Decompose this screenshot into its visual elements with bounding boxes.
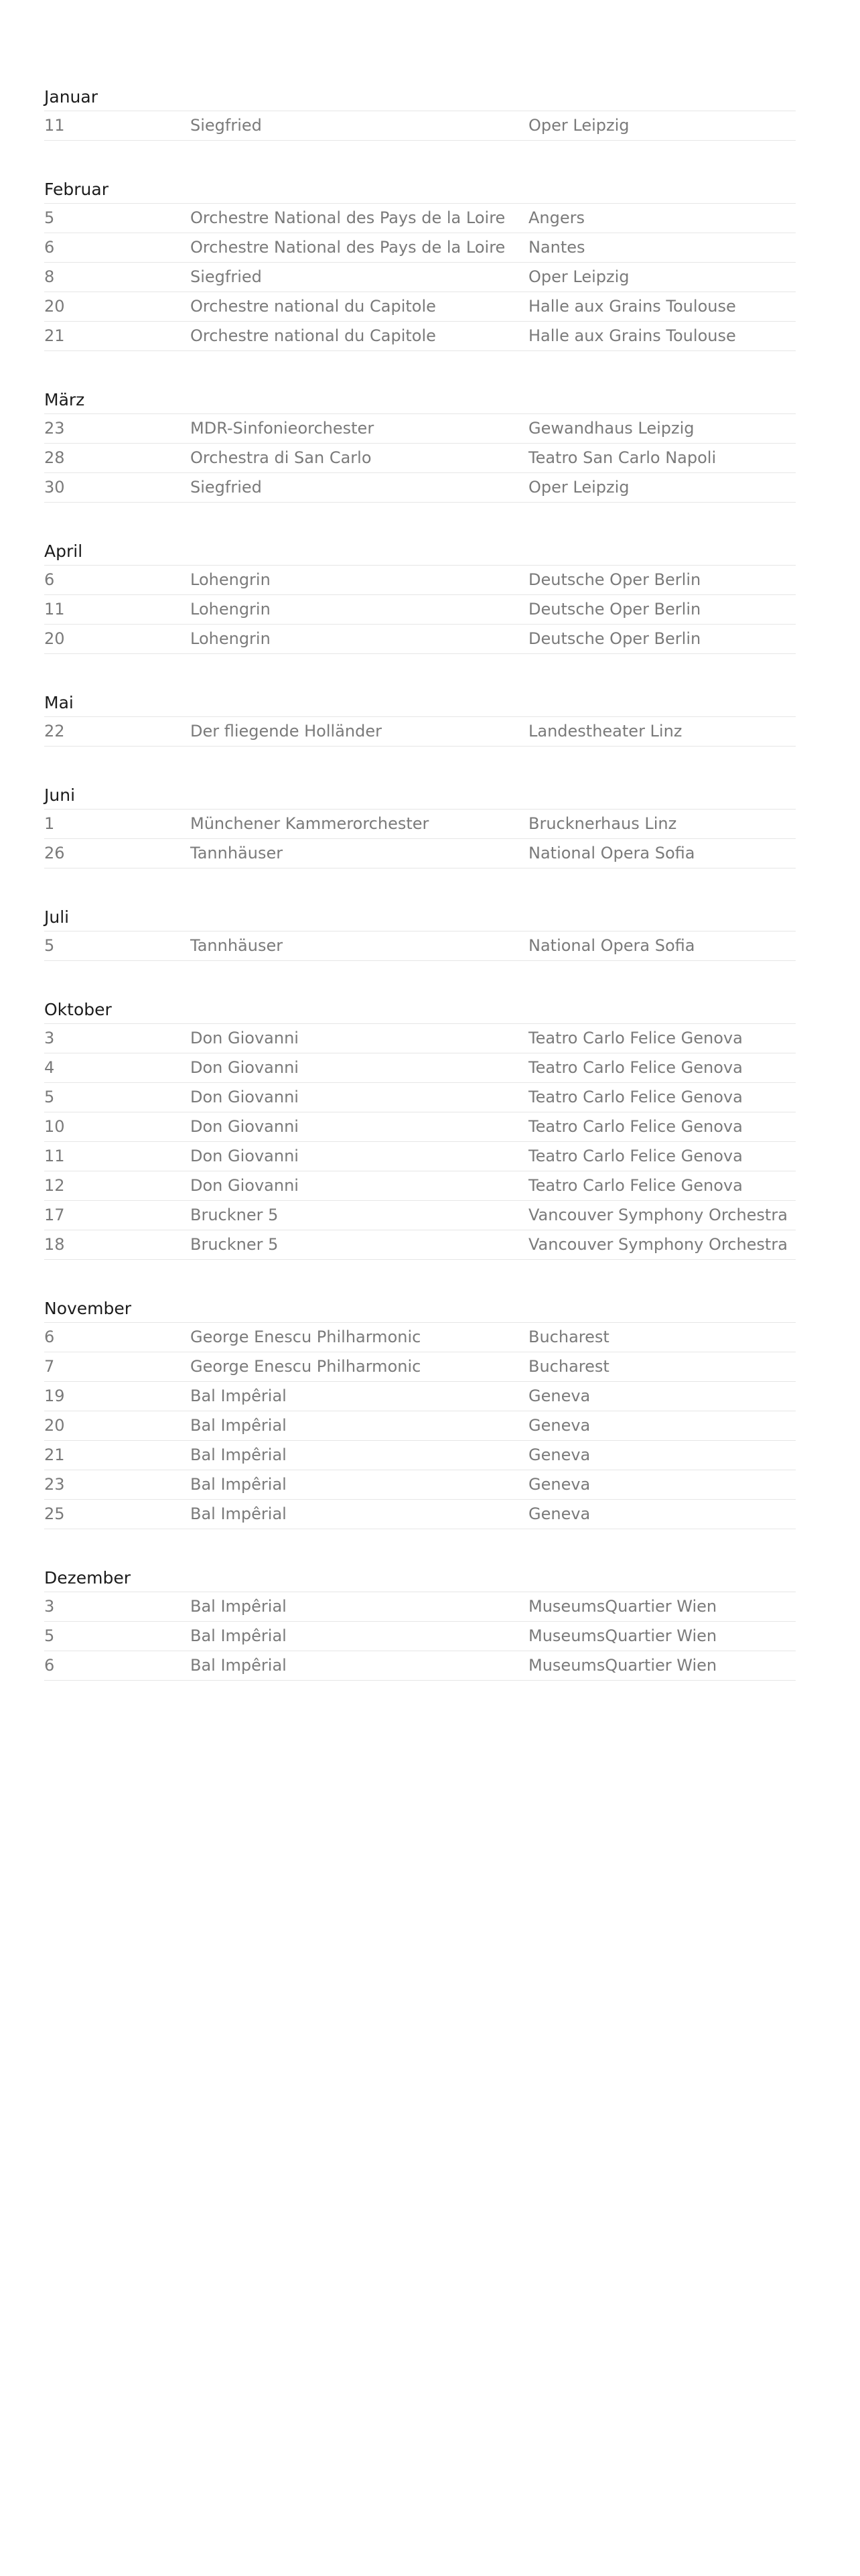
event-day: 12 <box>44 1176 65 1195</box>
event-day: 23 <box>44 419 65 438</box>
event-work: Lohengrin <box>190 600 271 619</box>
event-list <box>44 111 796 141</box>
event-place: MuseumsQuartier Wien <box>528 1597 717 1616</box>
event-list <box>44 413 796 503</box>
event-day: 20 <box>44 629 65 648</box>
event-row <box>44 595 796 625</box>
event-place: Vancouver Symphony Orchestra <box>528 1206 788 1224</box>
event-day: 6 <box>44 1328 55 1346</box>
month-section <box>44 784 796 868</box>
event-row <box>44 810 796 839</box>
event-work: Bal Impêrial <box>190 1504 287 1523</box>
event-row <box>44 1171 796 1201</box>
event-place: Oper Leipzig <box>528 116 630 135</box>
event-place: Nantes <box>528 238 585 257</box>
event-work: Bruckner 5 <box>190 1206 279 1224</box>
event-work: Bal Impêrial <box>190 1445 287 1464</box>
event-work: George Enescu Philharmonic <box>190 1357 421 1376</box>
event-place: Geneva <box>528 1475 591 1494</box>
event-row <box>44 204 796 233</box>
event-work: Don Giovanni <box>190 1176 299 1195</box>
event-day: 23 <box>44 1475 65 1494</box>
event-work: Bal Impêrial <box>190 1416 287 1435</box>
month-section <box>44 540 796 654</box>
event-row <box>44 233 796 263</box>
event-day: 11 <box>44 1147 65 1165</box>
month-section <box>44 86 796 141</box>
event-row <box>44 1083 796 1112</box>
event-day: 10 <box>44 1117 65 1136</box>
event-work: George Enescu Philharmonic <box>190 1328 421 1346</box>
event-day: 17 <box>44 1206 65 1224</box>
event-list <box>44 565 796 654</box>
event-place: Teatro Carlo Felice Genova <box>528 1029 743 1047</box>
event-day: 30 <box>44 478 65 497</box>
event-work: Orchestre national du Capitole <box>190 297 436 316</box>
event-row <box>44 1352 796 1382</box>
event-place: Vancouver Symphony Orchestra <box>528 1235 788 1254</box>
event-work: Don Giovanni <box>190 1117 299 1136</box>
event-day: 11 <box>44 116 65 135</box>
event-place: Angers <box>528 208 585 227</box>
event-day: 6 <box>44 238 55 257</box>
event-row <box>44 1622 796 1651</box>
event-row <box>44 1441 796 1470</box>
event-day: 28 <box>44 448 65 467</box>
event-work: Lohengrin <box>190 629 271 648</box>
event-work: Bal Impêrial <box>190 1626 287 1645</box>
event-row <box>44 566 796 595</box>
month-title: Oktober <box>44 1000 112 1019</box>
event-place: MuseumsQuartier Wien <box>528 1626 717 1645</box>
event-day: 26 <box>44 844 65 862</box>
event-place: Oper Leipzig <box>528 267 630 286</box>
event-work: Don Giovanni <box>190 1088 299 1106</box>
event-day: 19 <box>44 1387 65 1405</box>
event-day: 22 <box>44 722 65 740</box>
event-row <box>44 1024 796 1053</box>
event-work: Orchestre National des Pays de la Loire <box>190 238 506 257</box>
month-title: Juni <box>44 785 76 805</box>
event-work: Bal Impêrial <box>190 1387 287 1405</box>
event-work: Tannhäuser <box>190 936 283 955</box>
event-place: Geneva <box>528 1504 591 1523</box>
event-row <box>44 473 796 503</box>
event-row <box>44 444 796 473</box>
event-work: Orchestre national du Capitole <box>190 326 436 345</box>
month-section <box>44 999 796 1260</box>
event-work: Münchener Kammerorchester <box>190 814 429 833</box>
event-row <box>44 839 796 868</box>
event-place: Teatro Carlo Felice Genova <box>528 1058 743 1077</box>
event-row <box>44 1053 796 1083</box>
event-day: 5 <box>44 936 55 955</box>
event-day: 6 <box>44 1656 55 1675</box>
schedule-list <box>44 86 796 1718</box>
event-work: MDR-Sinfonieorchester <box>190 419 374 438</box>
event-row <box>44 263 796 292</box>
month-title: Juli <box>44 907 70 927</box>
event-list <box>44 1023 796 1260</box>
month-section <box>44 1567 796 1681</box>
event-day: 1 <box>44 814 55 833</box>
event-row <box>44 111 796 141</box>
event-work: Orchestra di San Carlo <box>190 448 372 467</box>
event-day: 25 <box>44 1504 65 1523</box>
event-row <box>44 1230 796 1260</box>
event-work: Don Giovanni <box>190 1029 299 1047</box>
event-place: Geneva <box>528 1416 591 1435</box>
event-day: 5 <box>44 1626 55 1645</box>
event-list <box>44 203 796 351</box>
event-day: 3 <box>44 1597 55 1616</box>
event-place: Teatro Carlo Felice Genova <box>528 1088 743 1106</box>
month-section <box>44 389 796 503</box>
event-place: Teatro Carlo Felice Genova <box>528 1176 743 1195</box>
event-place: Halle aux Grains Toulouse <box>528 326 736 345</box>
event-place: Geneva <box>528 1445 591 1464</box>
event-day: 4 <box>44 1058 55 1077</box>
event-row <box>44 717 796 747</box>
event-row <box>44 1500 796 1529</box>
event-work: Orchestre National des Pays de la Loire <box>190 208 506 227</box>
month-section <box>44 692 796 747</box>
event-day: 6 <box>44 570 55 589</box>
event-place: Deutsche Oper Berlin <box>528 600 701 619</box>
event-row <box>44 931 796 961</box>
event-place: Gewandhaus Leipzig <box>528 419 695 438</box>
event-place: Oper Leipzig <box>528 478 630 497</box>
event-row <box>44 292 796 322</box>
event-place: Teatro Carlo Felice Genova <box>528 1147 743 1165</box>
month-title: Januar <box>44 87 98 107</box>
event-day: 18 <box>44 1235 65 1254</box>
event-place: Teatro Carlo Felice Genova <box>528 1117 743 1136</box>
month-title: April <box>44 541 83 561</box>
event-row <box>44 1592 796 1622</box>
event-place: Teatro San Carlo Napoli <box>528 448 717 467</box>
month-section <box>44 178 796 351</box>
month-section <box>44 906 796 961</box>
event-day: 21 <box>44 326 65 345</box>
event-work: Siegfried <box>190 267 262 286</box>
event-row <box>44 414 796 444</box>
event-work: Bal Impêrial <box>190 1597 287 1616</box>
month-title: Februar <box>44 180 109 199</box>
month-title: Dezember <box>44 1568 131 1588</box>
event-place: Geneva <box>528 1387 591 1405</box>
event-work: Siegfried <box>190 478 262 497</box>
event-row <box>44 322 796 351</box>
event-place: Brucknerhaus Linz <box>528 814 677 833</box>
event-work: Bal Impêrial <box>190 1656 287 1675</box>
event-day: 11 <box>44 600 65 619</box>
event-list <box>44 716 796 747</box>
event-day: 7 <box>44 1357 55 1376</box>
event-work: Siegfried <box>190 116 262 135</box>
event-row <box>44 1382 796 1411</box>
event-day: 3 <box>44 1029 55 1047</box>
event-place: MuseumsQuartier Wien <box>528 1656 717 1675</box>
event-list <box>44 809 796 868</box>
event-day: 20 <box>44 1416 65 1435</box>
event-row <box>44 1651 796 1681</box>
event-day: 8 <box>44 267 55 286</box>
event-work: Der fliegende Holländer <box>190 722 382 740</box>
event-work: Bruckner 5 <box>190 1235 279 1254</box>
event-list <box>44 931 796 961</box>
event-day: 21 <box>44 1445 65 1464</box>
event-place: National Opera Sofia <box>528 844 695 862</box>
event-place: Deutsche Oper Berlin <box>528 570 701 589</box>
event-place: National Opera Sofia <box>528 936 695 955</box>
event-work: Bal Impêrial <box>190 1475 287 1494</box>
event-row <box>44 1201 796 1230</box>
event-work: Tannhäuser <box>190 844 283 862</box>
event-place: Halle aux Grains Toulouse <box>528 297 736 316</box>
event-work: Lohengrin <box>190 570 271 589</box>
event-row <box>44 625 796 654</box>
month-title: Mai <box>44 693 74 712</box>
event-day: 20 <box>44 297 65 316</box>
event-list <box>44 1592 796 1681</box>
month-section <box>44 1297 796 1529</box>
event-place: Bucharest <box>528 1357 610 1376</box>
event-row <box>44 1470 796 1500</box>
event-row <box>44 1323 796 1352</box>
event-day: 5 <box>44 1088 55 1106</box>
event-place: Landestheater Linz <box>528 722 683 740</box>
event-row <box>44 1142 796 1171</box>
event-work: Don Giovanni <box>190 1058 299 1077</box>
month-title: März <box>44 390 85 409</box>
event-place: Deutsche Oper Berlin <box>528 629 701 648</box>
month-title: November <box>44 1299 132 1318</box>
event-place: Bucharest <box>528 1328 610 1346</box>
event-list <box>44 1322 796 1529</box>
event-work: Don Giovanni <box>190 1147 299 1165</box>
event-row <box>44 1411 796 1441</box>
event-day: 5 <box>44 208 55 227</box>
event-row <box>44 1112 796 1142</box>
